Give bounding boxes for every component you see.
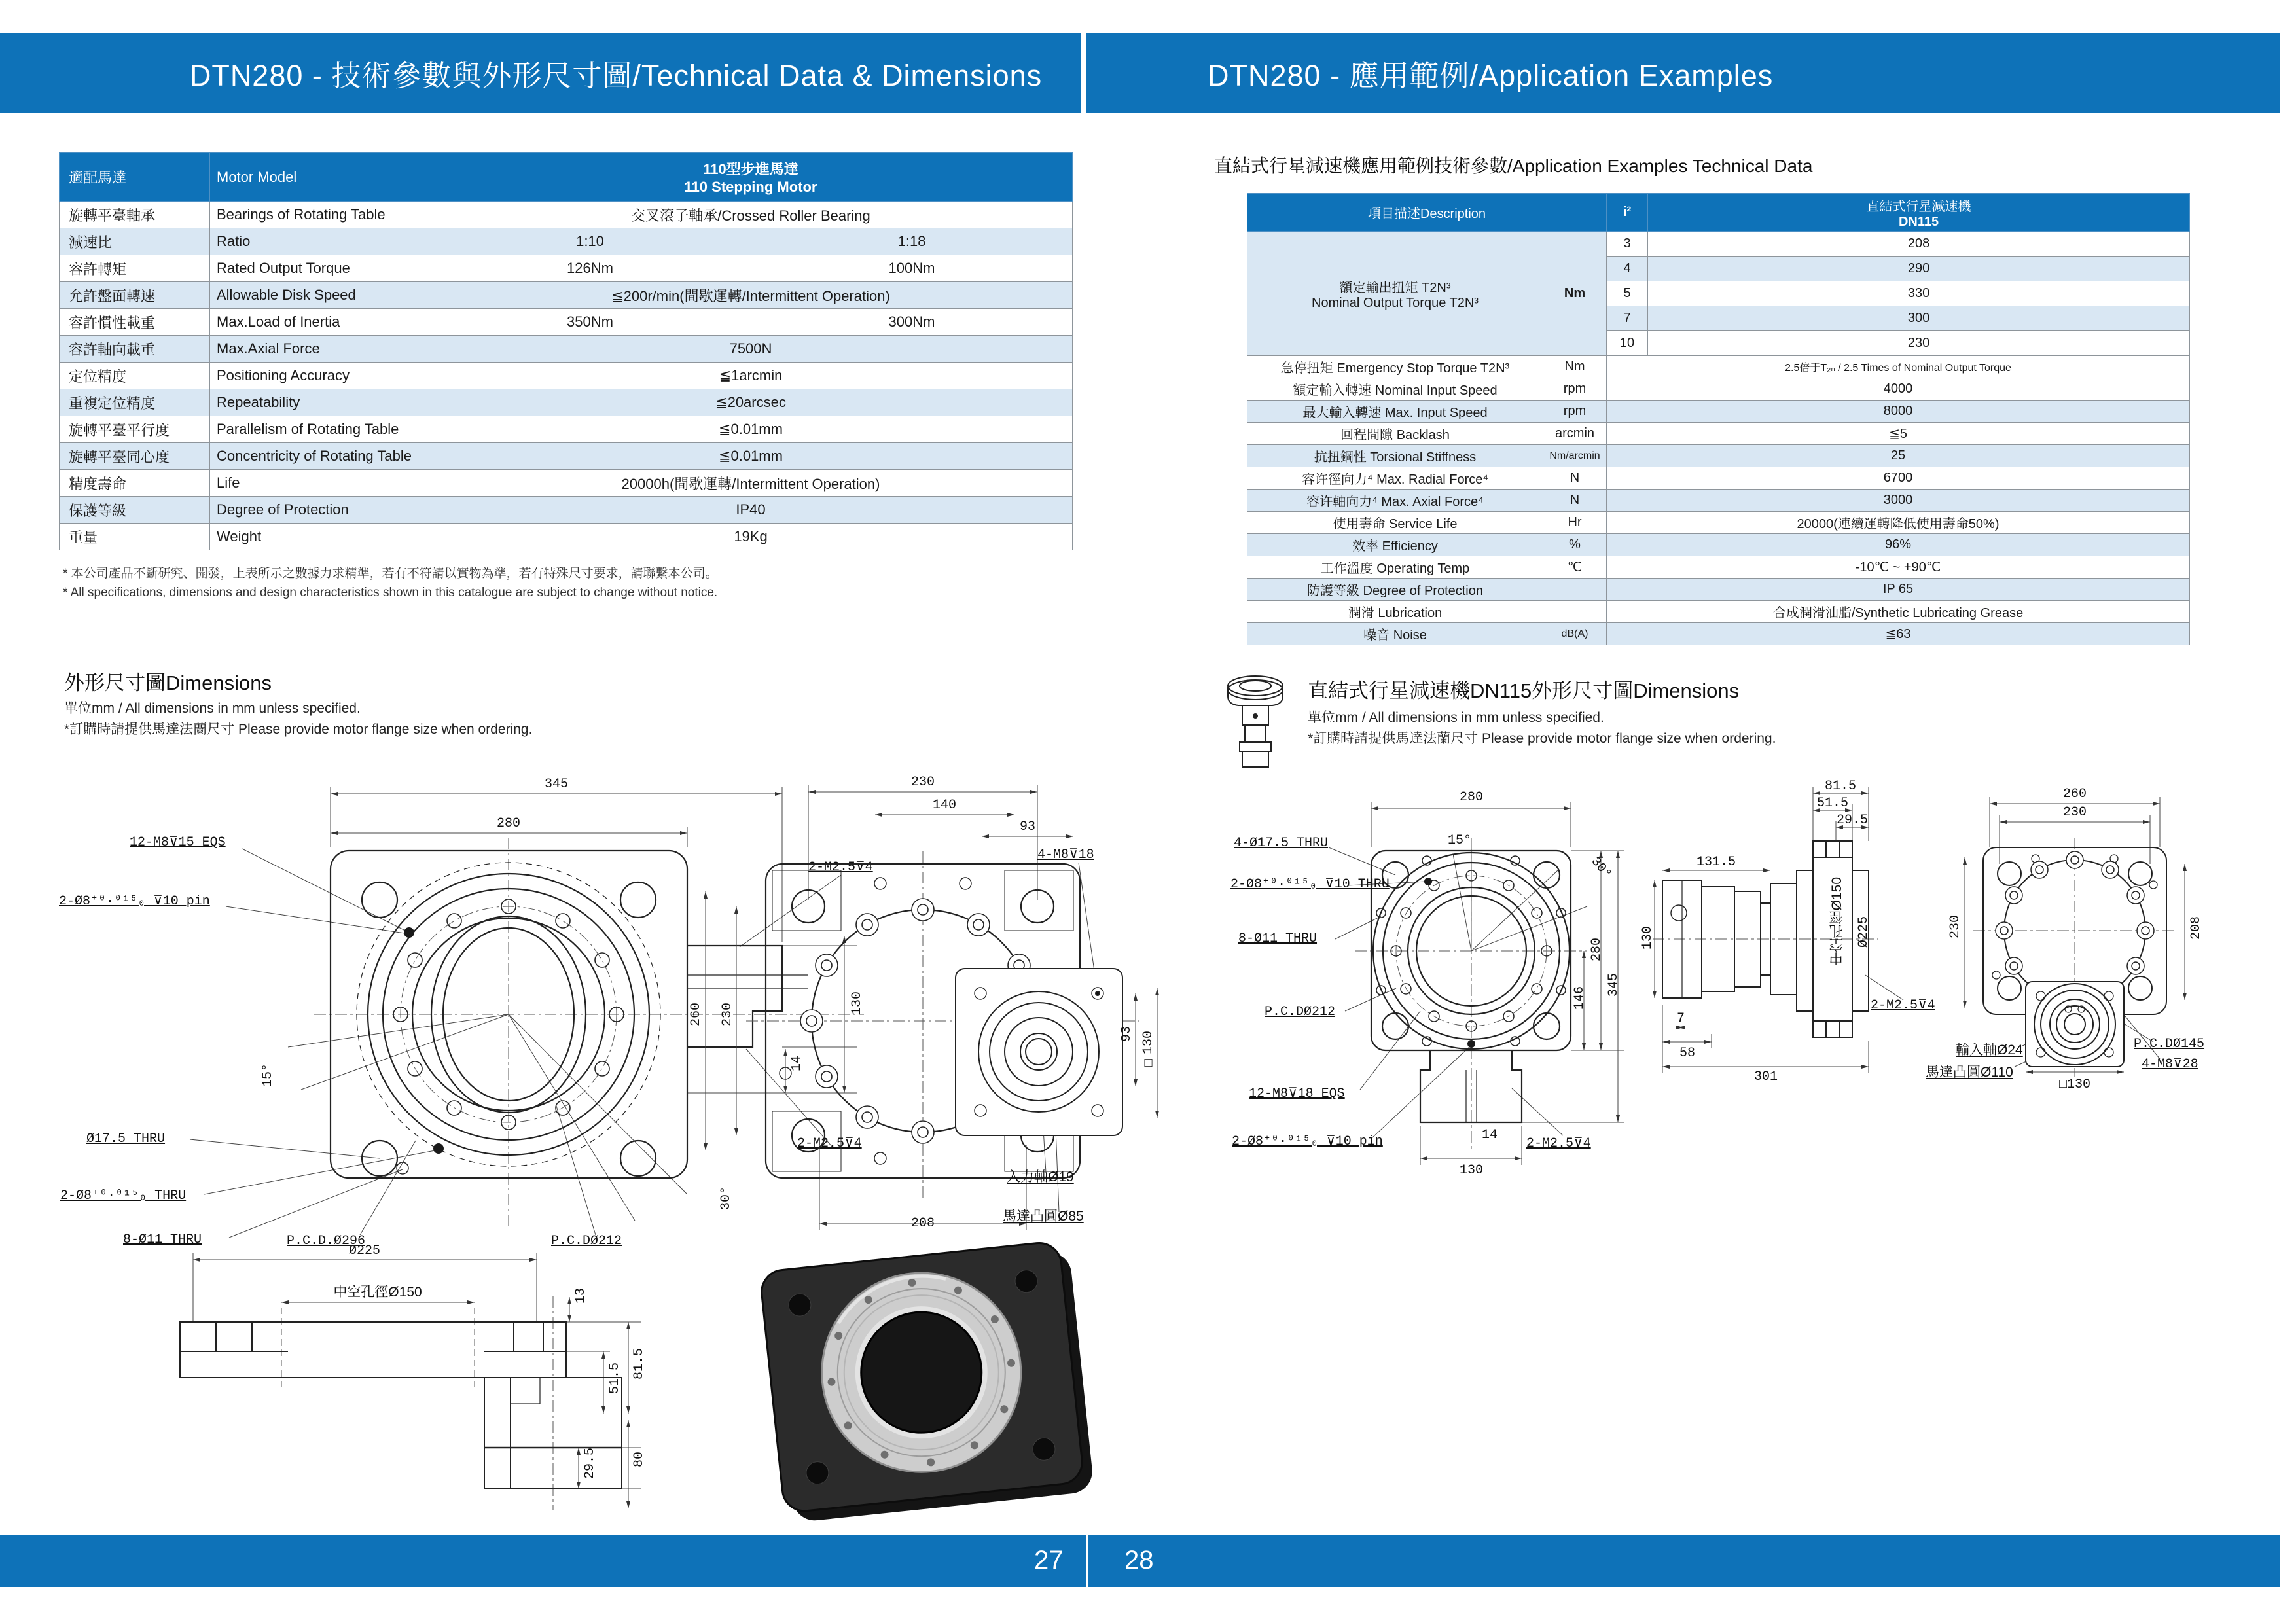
footer-page-divider bbox=[1086, 1535, 1088, 1587]
thread-callout: 4-M8⊽28 bbox=[2142, 1057, 2198, 1072]
cell-en: Positioning Accuracy bbox=[210, 363, 429, 389]
cell-value: 96% bbox=[1607, 534, 2190, 556]
dim-label: 280 bbox=[1589, 938, 1604, 962]
thread-callout: 12-M8⊽18 EQS bbox=[1249, 1086, 1345, 1101]
motor-line1: 110型步進馬達 bbox=[703, 161, 798, 177]
cell-en: Bearings of Rotating Table bbox=[210, 202, 429, 228]
left-page-header bbox=[0, 33, 1081, 113]
cell-value: 19Kg bbox=[429, 524, 1073, 550]
cell-en: Ratio bbox=[210, 228, 429, 255]
table-row bbox=[60, 389, 1073, 416]
cell-value: 330 bbox=[1648, 281, 2190, 306]
cell-label: 回程間隙 Backlash bbox=[1247, 423, 1543, 445]
cell-cn: 定位精度 bbox=[60, 363, 210, 389]
table-row bbox=[1247, 601, 2190, 623]
cell-i2: 4 bbox=[1607, 257, 1648, 281]
dim-label: 7 bbox=[1677, 1011, 1685, 1026]
dim-label: 260 bbox=[689, 1003, 704, 1027]
cell-value: 300Nm bbox=[751, 309, 1073, 336]
cell-label: 最大輸入轉速 Max. Input Speed bbox=[1247, 401, 1543, 423]
dim-label: 130 bbox=[1459, 1163, 1484, 1178]
cell-value: 290 bbox=[1648, 257, 2190, 281]
header-motor bbox=[429, 153, 1073, 202]
cell-value: 300 bbox=[1648, 306, 2190, 331]
cell-value: 1:10 bbox=[429, 228, 751, 255]
dim-label: 29.5 bbox=[583, 1448, 598, 1480]
cell-unit: Nm/arcmin bbox=[1543, 445, 1607, 467]
right-rear-view-drawing bbox=[1926, 785, 2225, 1099]
cell-cn: 重量 bbox=[60, 524, 210, 550]
cell-en: Max.Axial Force bbox=[210, 336, 429, 363]
dim-label: 58 bbox=[1679, 1046, 1696, 1061]
cell-value: 100Nm bbox=[751, 255, 1073, 282]
dim-label: 29.5 bbox=[1836, 813, 1869, 828]
cell-en: Life bbox=[210, 470, 429, 497]
dim-label: 208 bbox=[910, 1216, 935, 1231]
cell-en: Degree of Protection bbox=[210, 497, 429, 524]
page-number-right: 28 bbox=[1124, 1546, 1154, 1575]
cell-i2: 5 bbox=[1607, 281, 1648, 306]
table-row bbox=[60, 255, 1073, 282]
left-dims-title: 外形尺寸圖Dimensions bbox=[64, 671, 272, 694]
cell-value: 1:18 bbox=[751, 228, 1073, 255]
cell-label: 抗扭鋼性 Torsional Stiffness bbox=[1247, 445, 1543, 467]
dim-label: 208 bbox=[2189, 916, 2204, 940]
cell-i2: 10 bbox=[1607, 331, 1648, 356]
dim-label: □130 bbox=[1141, 1031, 1156, 1070]
dim-label: 230 bbox=[910, 775, 935, 790]
cell-value: ≦0.01mm bbox=[429, 416, 1073, 443]
angle-label: 15° bbox=[1448, 833, 1472, 848]
table-row bbox=[1247, 512, 2190, 534]
dim-label: 131.5 bbox=[1696, 855, 1736, 870]
right-front-view-drawing bbox=[1230, 782, 1636, 1188]
thread-callout: 2-M2.5⊽4 bbox=[1526, 1136, 1591, 1151]
header-i2: i² bbox=[1607, 194, 1648, 232]
cell-label: 防護等級 Degree of Protection bbox=[1247, 579, 1543, 601]
cell-cn: 旋轉平臺同心度 bbox=[60, 443, 210, 470]
cell-value: 8000 bbox=[1607, 401, 2190, 423]
cell-value: 3000 bbox=[1607, 490, 2190, 512]
cell-cn: 精度壽命 bbox=[60, 470, 210, 497]
right-page-header bbox=[1086, 33, 2280, 113]
cell-unit bbox=[1543, 601, 1607, 623]
cell-cn: 重複定位精度 bbox=[60, 389, 210, 416]
hole-callout: 4-Ø17.5 THRU bbox=[1234, 836, 1329, 851]
cell-label: 工作溫度 Operating Temp bbox=[1247, 556, 1543, 579]
application-data-table bbox=[1247, 193, 2190, 645]
dim-label: 230 bbox=[1948, 915, 1963, 939]
dim-label: 93 bbox=[1119, 1026, 1134, 1043]
table-header-row bbox=[60, 153, 1073, 202]
right-dims-note2: *訂購時請提供馬達法蘭尺寸 Please provide motor flange size when ordering. bbox=[1308, 731, 1776, 746]
boss-callout: 馬達凸圓Ø110 bbox=[1926, 1065, 2013, 1080]
right-page-title: DTN280 - 應用範例/Application Examples bbox=[1208, 59, 1774, 92]
right-side-view-drawing bbox=[1640, 779, 1950, 1086]
cell-value: ≦5 bbox=[1607, 423, 2190, 445]
footnote-en: * All specifications, dimensions and design characteristics shown in this catalogue are subject to change without notice. bbox=[63, 586, 718, 600]
motor-line2: 110 Stepping Motor bbox=[684, 179, 817, 195]
hole-callout: 2-Ø8⁺⁰·⁰¹⁵₀ THRU bbox=[60, 1188, 187, 1204]
boss-callout: 馬達凸圓Ø85 bbox=[1003, 1209, 1084, 1224]
dim-label: 146 bbox=[1572, 986, 1587, 1010]
cell-label: 額定輸入轉速 Nominal Input Speed bbox=[1247, 378, 1543, 401]
dim-label: 130 bbox=[1640, 926, 1655, 950]
hole-callout: Ø17.5 THRU bbox=[86, 1132, 166, 1147]
cell-value: IP40 bbox=[429, 497, 1073, 524]
angle-label: 30° bbox=[1587, 854, 1615, 882]
pcd-label: P.C.DØ212 bbox=[551, 1234, 622, 1249]
torque-label-en: Nominal Output Torque T2N³ bbox=[1312, 295, 1479, 310]
cell-cn: 容許慣性載重 bbox=[60, 309, 210, 336]
table-row bbox=[60, 228, 1073, 255]
table-row bbox=[1247, 467, 2190, 490]
product-photo bbox=[687, 1217, 1145, 1531]
footnote-cn: * 本公司產品不斷研究、開發，上表所示之數據力求精準，若有不符請以實物為準，若有特殊尺寸要求，請聯繫本公司。 bbox=[63, 567, 718, 580]
table-row bbox=[1247, 623, 2190, 645]
pcd-label: P.C.DØ212 bbox=[1265, 1005, 1336, 1020]
dim-label: 13 bbox=[573, 1288, 588, 1304]
cell-label: 容许軸向力⁴ Max. Axial Force⁴ bbox=[1247, 490, 1543, 512]
thread-callout: 2-M2.5⊽4 bbox=[808, 860, 873, 875]
cell-unit: rpm bbox=[1543, 401, 1607, 423]
dim-label: Ø225 bbox=[348, 1243, 381, 1258]
technical-data-table bbox=[59, 152, 1073, 550]
thread-callout: 2-M2.5⊽4 bbox=[797, 1136, 862, 1151]
hole-callout: 2-Ø8⁺⁰·⁰¹⁵₀ ⊽10 THRU bbox=[1230, 877, 1390, 892]
table-footnotes bbox=[63, 564, 718, 603]
cell-unit bbox=[1543, 579, 1607, 601]
left-section-view-drawing bbox=[144, 1217, 647, 1544]
cell-en: Allowable Disk Speed bbox=[210, 282, 429, 309]
cell-cn: 保護等級 bbox=[60, 497, 210, 524]
header-desc: 項目描述Description bbox=[1247, 194, 1607, 232]
hole-callout: 8-Ø11 THRU bbox=[1238, 931, 1318, 946]
table-row bbox=[1247, 356, 2190, 378]
pin-callout: 2-Ø8⁺⁰·⁰¹⁵₀ ⊽10 pin bbox=[1232, 1134, 1383, 1149]
cell-value: ≦63 bbox=[1607, 623, 2190, 645]
pcd-label: P.C.DØ145 bbox=[2134, 1037, 2205, 1052]
cell-cn: 旋轉平臺軸承 bbox=[60, 202, 210, 228]
cell-unit: N bbox=[1543, 467, 1607, 490]
page-number-left: 27 bbox=[1034, 1546, 1064, 1575]
header-model bbox=[1648, 194, 2190, 232]
right-dims-note1: 單位mm / All dimensions in mm unless specified. bbox=[1308, 710, 1604, 725]
cell-value: 25 bbox=[1607, 445, 2190, 467]
bore-label: 中空孔徑Ø150 bbox=[333, 1285, 422, 1300]
cell-value: 4000 bbox=[1607, 378, 2190, 401]
dim-label: Ø225 bbox=[1856, 916, 1871, 948]
cell-value: -10℃ ~ +90℃ bbox=[1607, 556, 2190, 579]
dim-label: 81.5 bbox=[632, 1348, 647, 1380]
cell-value: 126Nm bbox=[429, 255, 751, 282]
cell-value: ≦20arcsec bbox=[429, 389, 1073, 416]
cell-cn: 容許轉矩 bbox=[60, 255, 210, 282]
cell-label: 使用壽命 Service Life bbox=[1247, 512, 1543, 534]
left-dims-note2: *訂購時請提供馬達法蘭尺寸 Please provide motor flange size when ordering. bbox=[64, 722, 533, 737]
cell-value: ≦200r/min(間歇運轉/Intermittent Operation) bbox=[429, 282, 1073, 309]
cell-value: IP 65 bbox=[1607, 579, 2190, 601]
cell-en: Repeatability bbox=[210, 389, 429, 416]
shaft-callout: 入力軸Ø19 bbox=[1007, 1169, 1074, 1185]
cell-value: 6700 bbox=[1607, 467, 2190, 490]
cell-value: 350Nm bbox=[429, 309, 751, 336]
table-row bbox=[60, 309, 1073, 336]
right-dims-title: 直結式行星減速機DN115外形尺寸圖Dimensions bbox=[1308, 679, 1740, 702]
cell-label: 容许徑向力⁴ Max. Radial Force⁴ bbox=[1247, 467, 1543, 490]
table-header-row bbox=[1247, 194, 2190, 232]
left-dims-note1: 單位mm / All dimensions in mm unless specified. bbox=[64, 701, 361, 716]
thread-callout: 2-M2.5⊽4 bbox=[1871, 998, 1935, 1013]
left-page-title: DTN280 - 技術參數與外形尺寸圖/Technical Data & Dimensions bbox=[189, 59, 1043, 92]
dim-label: 230 bbox=[2062, 805, 2087, 820]
left-rear-view-drawing bbox=[681, 766, 1165, 1250]
dim-label: 260 bbox=[2062, 787, 2087, 802]
cell-label: 急停扭矩 Emergency Stop Torque T2N³ bbox=[1247, 356, 1543, 378]
header-cn: 適配馬達 bbox=[60, 153, 210, 202]
dim-label: 140 bbox=[932, 798, 957, 813]
cell-value: 230 bbox=[1648, 331, 2190, 356]
cell-en: Max.Load of Inertia bbox=[210, 309, 429, 336]
cell-cn: 允許盤面轉速 bbox=[60, 282, 210, 309]
shaft-callout: 輸入軸Ø24 bbox=[1956, 1043, 2023, 1058]
cell-unit: Hr bbox=[1543, 512, 1607, 534]
table-row bbox=[1247, 445, 2190, 467]
table-row bbox=[60, 336, 1073, 363]
application-subtitle: 直結式行星減速機應用範例技術參數/Application Examples Technical Data bbox=[1214, 156, 1813, 176]
dim-label: □130 bbox=[2058, 1077, 2091, 1092]
table-row bbox=[60, 282, 1073, 309]
torque-label bbox=[1247, 232, 1543, 356]
cell-cn: 容許軸向載重 bbox=[60, 336, 210, 363]
cell-unit: dB(A) bbox=[1543, 623, 1607, 645]
table-row bbox=[1247, 423, 2190, 445]
bore-label: 中空孔徑Ø150 bbox=[1829, 877, 1844, 966]
thread-callout: 4-M8⊽18 bbox=[1037, 847, 1094, 863]
table-row bbox=[1247, 378, 2190, 401]
cell-i2: 7 bbox=[1607, 306, 1648, 331]
table-row bbox=[60, 470, 1073, 497]
model-line2: DN115 bbox=[1898, 214, 1939, 229]
table-row bbox=[60, 443, 1073, 470]
dim-label: 14 bbox=[1482, 1128, 1498, 1143]
model-line1: 直結式行星減速機 bbox=[1866, 199, 1971, 214]
dim-label: 51.5 bbox=[1816, 796, 1849, 811]
cell-unit: rpm bbox=[1543, 378, 1607, 401]
cell-value: 208 bbox=[1648, 232, 2190, 257]
cell-unit: arcmin bbox=[1543, 423, 1607, 445]
table-row bbox=[1247, 401, 2190, 423]
dim-label: 280 bbox=[1459, 790, 1484, 805]
cell-label: 潤滑 Lubrication bbox=[1247, 601, 1543, 623]
cell-value: 交叉滾子軸承/Crossed Roller Bearing bbox=[429, 202, 1073, 228]
cell-en: Concentricity of Rotating Table bbox=[210, 443, 429, 470]
cell-unit: ℃ bbox=[1543, 556, 1607, 579]
dim-label: 301 bbox=[1753, 1069, 1778, 1084]
table-row bbox=[60, 524, 1073, 550]
dim-label: 280 bbox=[496, 816, 521, 831]
cell-en: Rated Output Torque bbox=[210, 255, 429, 282]
torque-label-cn: 額定輸出扭矩 T2N³ bbox=[1339, 280, 1451, 295]
torque-unit: Nm bbox=[1543, 232, 1607, 356]
gearbox-icon bbox=[1216, 673, 1301, 777]
cell-value: 7500N bbox=[429, 336, 1073, 363]
table-row bbox=[1247, 534, 2190, 556]
cell-value: 合成潤滑油脂/Synthetic Lubricating Grease bbox=[1607, 601, 2190, 623]
header-en: Motor Model bbox=[210, 153, 429, 202]
cell-label: 噪音 Noise bbox=[1247, 623, 1543, 645]
dim-label: 230 bbox=[720, 1003, 735, 1027]
cell-en: Parallelism of Rotating Table bbox=[210, 416, 429, 443]
angle-label: 30° bbox=[719, 1186, 734, 1211]
thread-callout: 12-M8⊽15 EQS bbox=[130, 835, 226, 850]
dim-label: 81.5 bbox=[1824, 779, 1857, 794]
cell-i2: 3 bbox=[1607, 232, 1648, 257]
cell-value: 2.5倍于T₂ₙ / 2.5 Times of Nominal Output Torque bbox=[1607, 356, 2190, 378]
dim-label: 80 bbox=[632, 1452, 647, 1468]
cell-cn: 減速比 bbox=[60, 228, 210, 255]
table-row bbox=[1247, 556, 2190, 579]
angle-label: 15° bbox=[260, 1063, 276, 1088]
dim-label: 345 bbox=[544, 777, 569, 792]
cell-unit: % bbox=[1543, 534, 1607, 556]
cell-en: Weight bbox=[210, 524, 429, 550]
dim-label: 14 bbox=[789, 1056, 804, 1072]
hole-callout: 8-Ø11 THRU bbox=[123, 1232, 202, 1247]
cell-cn: 旋轉平臺平行度 bbox=[60, 416, 210, 443]
cell-value: ≦0.01mm bbox=[429, 443, 1073, 470]
cell-unit: N bbox=[1543, 490, 1607, 512]
cell-value: ≦1arcmin bbox=[429, 363, 1073, 389]
table-row bbox=[60, 497, 1073, 524]
table-row bbox=[60, 202, 1073, 228]
cell-label: 效率 Efficiency bbox=[1247, 534, 1543, 556]
table-row bbox=[1247, 579, 2190, 601]
pcd-label: P.C.D.Ø296 bbox=[287, 1234, 366, 1249]
table-row bbox=[1247, 490, 2190, 512]
table-row bbox=[1247, 232, 2190, 257]
cell-unit: Nm bbox=[1543, 356, 1607, 378]
table-row bbox=[60, 416, 1073, 443]
cell-value: 20000(連續運轉降低使用壽命50%) bbox=[1607, 512, 2190, 534]
dim-label: 93 bbox=[1019, 819, 1036, 834]
dim-label: 130 bbox=[850, 991, 865, 1016]
table-row bbox=[60, 363, 1073, 389]
pin-callout: 2-Ø8⁺⁰·⁰¹⁵₀ ⊽10 pin bbox=[59, 894, 210, 909]
cell-value: 20000h(間歇運轉/Intermittent Operation) bbox=[429, 470, 1073, 497]
dim-label: 51.5 bbox=[607, 1363, 622, 1395]
dim-label: 345 bbox=[1606, 973, 1621, 997]
